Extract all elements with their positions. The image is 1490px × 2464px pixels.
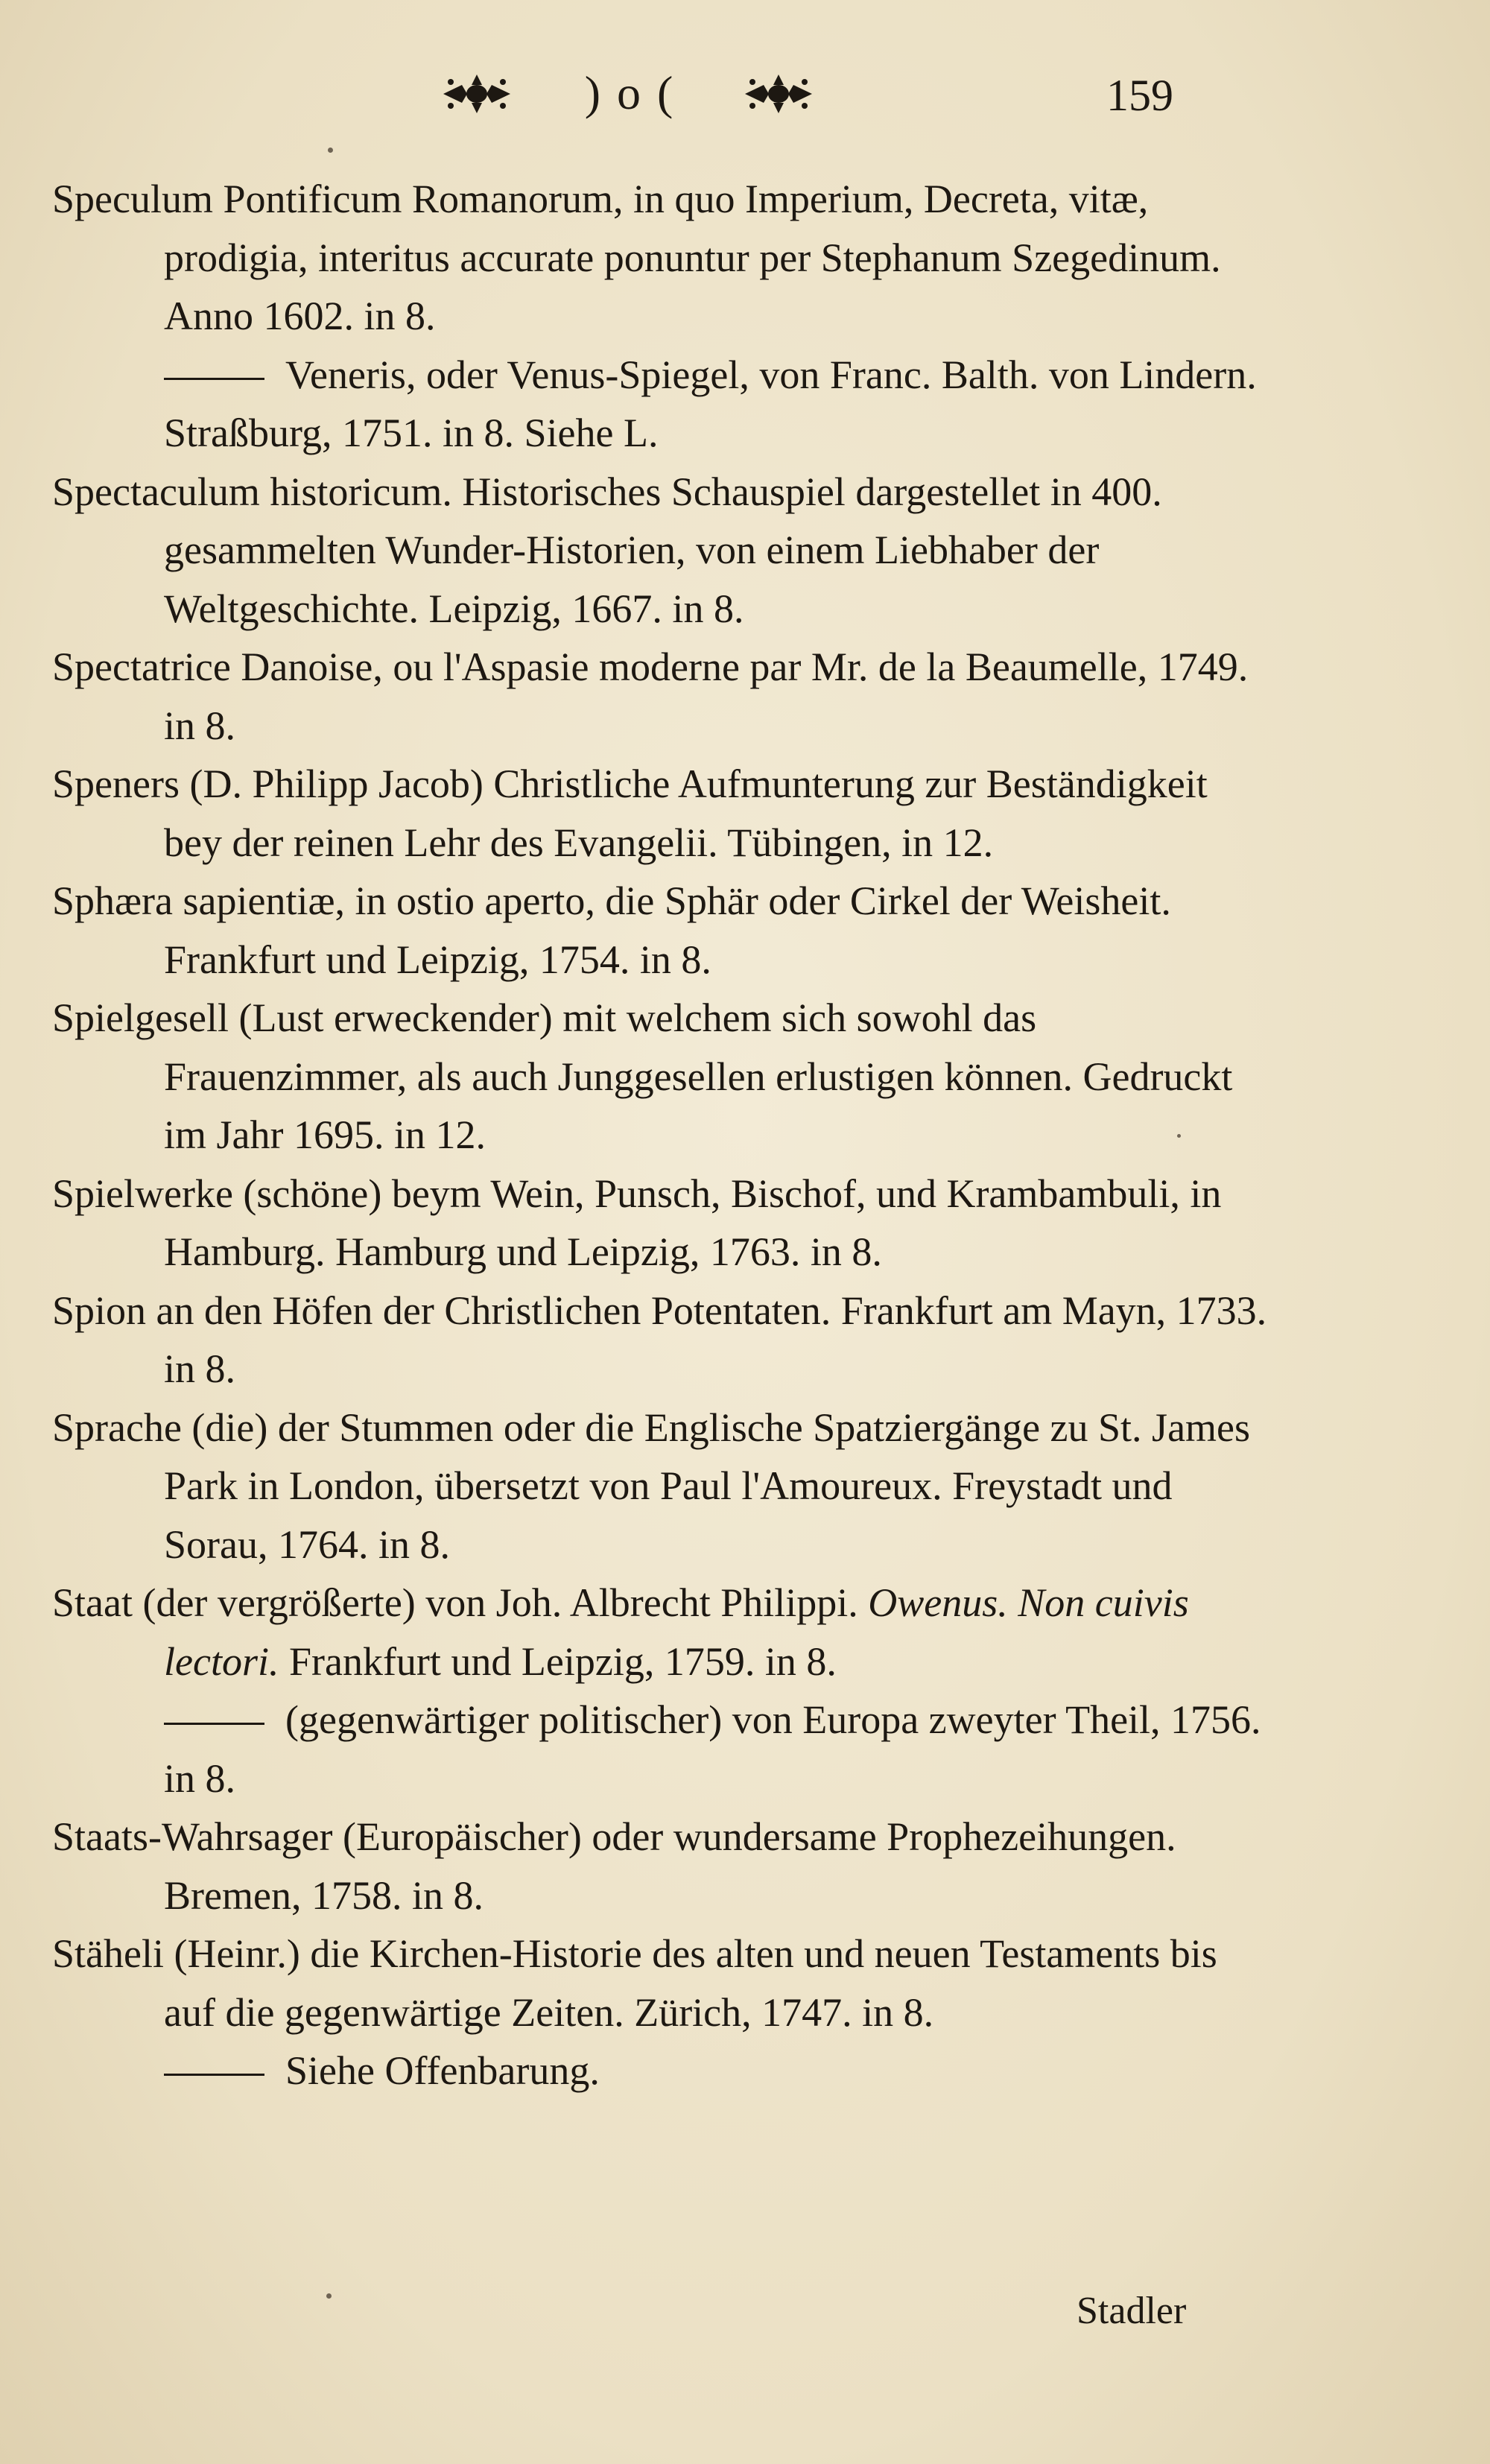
catalog-entry: Spectaculum historicum. Historisches Schauspiel dargestellet in 400. gesammelten Wunder-Historien, von einem Liebhaber der Weltgeschichte. Leipzig, 1667. in 8. bbox=[52, 469, 1162, 631]
catalog-entry: Sphæra sapientiæ, in ostio aperto, die Sphär oder Cirkel der Weisheit. Frankfurt und Leipzig, 1754. in 8. bbox=[52, 878, 1171, 982]
catchword: Stadler bbox=[1077, 2290, 1187, 2332]
catalog-entry: Stäheli (Heinr.) die Kirchen-Historie des alten und neuen Testaments bis auf die gegenwärtige Zeiten. Zürich, 1747. in 8. bbox=[52, 1931, 1217, 2035]
page-number: 159 bbox=[1106, 71, 1173, 120]
header-separator: )o( bbox=[584, 66, 690, 119]
catalog-entries bbox=[52, 170, 1274, 2100]
catalog-entry: Speners (D. Philipp Jacob) Christliche Aufmunterung zur Beständigkeit bey der reinen Lehr des Evangelii. Tübingen, in 12. bbox=[52, 761, 1208, 865]
catalog-entry: Speculum Pontificum Romanorum, in quo Imperium, Decreta, vitæ, prodigia, interitus accurate ponuntur per Stephanum Szegedinum. Anno 1602. in 8. bbox=[52, 177, 1221, 338]
ditto-dash bbox=[164, 1723, 264, 1725]
ditto-dash bbox=[164, 378, 264, 380]
italic-note: Owenus. Non cuivis lectori. bbox=[164, 1580, 1189, 1684]
catalog-entry: Spielgesell (Lust erweckender) mit welchem sich sowohl das Frauenzimmer, als auch Junggesellen erlustigen können. Gedruckt im Jahr 1695. in 12. bbox=[52, 995, 1233, 1157]
fleuron-icon bbox=[436, 72, 518, 116]
catalog-entry: Staat (der vergrößerte) von Joh. Albrecht Philippi. Owenus. Non cuivis lectori. Frankfurt und Leipzig, 1759. in 8. bbox=[52, 1580, 1189, 1684]
catalog-entry: Spion an den Höfen der Christlichen Potentaten. Frankfurt am Mayn, 1733. in 8. bbox=[52, 1288, 1267, 1391]
catalog-entry: Veneris, oder Venus-Spiegel, von Franc. Balth. von Lindern. Straßburg, 1751. in 8. Siehe L. bbox=[164, 352, 1257, 455]
ink-speck bbox=[1177, 1134, 1181, 1138]
ink-speck bbox=[326, 2293, 332, 2299]
ditto-dash bbox=[164, 2074, 264, 2076]
catalog-entry: Spectatrice Danoise, ou l'Aspasie moderne par Mr. de la Beaumelle, 1749. in 8. bbox=[52, 644, 1249, 748]
ink-speck bbox=[328, 148, 333, 153]
catalog-entry: Siehe Offenbarung. bbox=[52, 2042, 1274, 2100]
catalog-entry: Sprache (die) der Stummen oder die Englische Spatziergänge zu St. James Park in London, übersetzt von Paul l'Amoureux. Freystadt und Sorau, 1764. in 8. bbox=[52, 1404, 1251, 1567]
page-header bbox=[0, 66, 1490, 133]
catalog-entry: (gegenwärtiger politischer) von Europa zweyter Theil, 1756. in 8. bbox=[164, 1697, 1261, 1801]
fleuron-icon bbox=[738, 72, 820, 116]
catalog-entry: Spielwerke (schöne) beym Wein, Punsch, Bischof, und Krambambuli, in Hamburg. Hamburg und Leipzig, 1763. in 8. bbox=[52, 1171, 1222, 1274]
catalog-entry: Staats-Wahrsager (Europäischer) oder wundersame Prophezeihungen. Bremen, 1758. in 8. bbox=[52, 1814, 1176, 1918]
